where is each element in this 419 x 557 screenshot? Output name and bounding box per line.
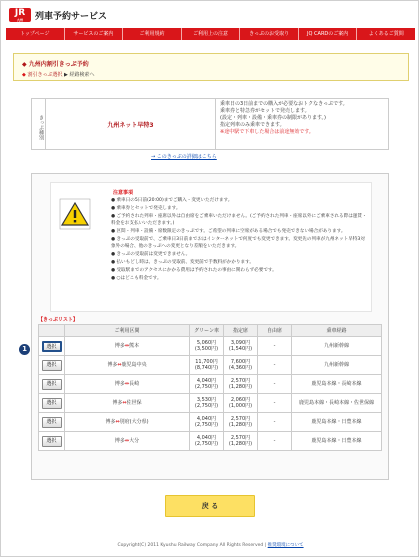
notice-item: ● 乗車日の5日前(20:00)までご購入・変更いただけます。: [111, 198, 233, 203]
ticket-info: [31, 98, 389, 150]
select-button[interactable]: 選択: [42, 436, 62, 447]
select-button[interactable]: 選択: [42, 398, 62, 409]
table-row: 選択 博多⇔佐世保 3,530円 (2,750円) 2,060円 (1,000円) - 鹿児島本線・長崎本線・佐世保線: [39, 394, 382, 413]
breadcrumb: ◆ 割引きっぷ選択 ▶ 経路検索へ: [22, 72, 95, 78]
table-row: 選択 博多⇔熊本 5,060円 (3,500円) 3,090円 (1,540円) - 九州新幹線: [39, 337, 382, 356]
notice-item: ● 乗車券とセットで発売します。: [111, 206, 181, 211]
ticket-kind-label: きっぷ種別: [32, 99, 46, 149]
nav-pickup[interactable]: きっぷのお受取り: [240, 28, 299, 40]
breadcrumb-current: 経路検索へ: [69, 72, 95, 78]
table-header-row: [39, 325, 382, 337]
notice-item: ● 区間・列車・設備・席数限定のきっぷです。ご希望の列車に空席がある場合でも発売できない場合があります。: [111, 229, 346, 234]
ticket-list-label: 【きっぷリスト】: [38, 317, 78, 323]
ticket-detail-link[interactable]: → このきっぷの詳細はこちら: [151, 154, 217, 160]
nav-notes[interactable]: ご利用上の注意: [182, 28, 241, 40]
table-row: 選択 博多⇔別府(大分県) 4,040円 (2,750円) 2,570円 (1,280円) - 鹿児島本線・日豊本線: [39, 413, 382, 432]
select-button[interactable]: 選択: [42, 379, 62, 390]
notice-item: ● ご予約された列車・座席以外は自由席をご乗車いただけません。(ご予約された列車・座席以外にご乗車される際は運賃・料金をお支払いいただきます。): [111, 214, 367, 226]
jr-kyushu-logo[interactable]: JR 九州: [9, 8, 31, 22]
ticket-list-panel: [31, 173, 389, 480]
footer-env-link[interactable]: 推奨環境について: [267, 543, 304, 548]
ticket-description: 乗車日の3日前までの購入が必要なおトクなきっぷです。 乗車券と特急券がセットで発売します。 (設定・列車・設備・乗車券の制限があります。) 指定列車のみ乗車できます。 ※途中駅で下車した場合は前途無効です。: [216, 99, 388, 149]
ticket-name: 九州ネット早特3: [46, 99, 216, 149]
col-reserved: 指定席: [224, 325, 258, 337]
nav-terms[interactable]: ご利用規約: [123, 28, 182, 40]
page-title-box: [13, 53, 409, 81]
ticket-table: [38, 324, 382, 451]
notice-box: [50, 182, 372, 312]
table-row: 選択 博多⇔鹿児島中央 11,700円 (8,740円) 7,600円 (4,360円) - 九州新幹線: [39, 356, 382, 375]
select-button[interactable]: 選択: [42, 417, 62, 428]
col-green: グリーン車: [190, 325, 224, 337]
notice-list: [111, 197, 367, 283]
warning-icon: [59, 198, 91, 230]
site-title: 列車予約サービス: [35, 11, 108, 22]
notice-item: ● 受取駅までのアクセスにかかる費用は予約されたの事由に関わらず必要です。: [111, 268, 277, 273]
col-route: ご利用区間: [65, 325, 190, 337]
table-row: 選択 博多⇔長崎 4,040円 (2,750円) 2,570円 (1,280円) - 鹿児島本線・長崎本線: [39, 375, 382, 394]
notice-item: ● きっぷの受取前で、ご乗車日3日前までおはインターネットで何度でも変更できます。変更先の列車が九州ネット早特3対象外の場合、他のきっぷへの変更となり差額をいただきます。: [111, 237, 365, 249]
select-button[interactable]: 選択: [42, 360, 62, 371]
page-title: ◆ 九州内割引きっぷ予約: [22, 61, 89, 68]
footer: Copyright(C) 2011 Kyushu Railway Company All Rights Reserved | 推奨環境について: [117, 543, 304, 548]
breadcrumb-link[interactable]: 割引きっぷ選択: [27, 72, 63, 78]
step-badge: 1: [19, 344, 30, 355]
notice-heading: 注意事項: [113, 190, 134, 196]
nav-service[interactable]: サービスのご案内: [65, 28, 124, 40]
notice-item: ● 払いもどし時は、きっぷの受取前、変更前で手数料がかかります。: [111, 260, 254, 265]
header: [9, 7, 107, 23]
nav-jqcard[interactable]: JQ CARDのご案内: [299, 28, 358, 40]
ticket-warning: ※途中駅で下車した場合は前途無効です。: [220, 129, 314, 135]
select-button[interactable]: 選択: [42, 341, 62, 352]
back-button[interactable]: 戻 る: [165, 495, 255, 517]
nav-top[interactable]: トップページ: [6, 28, 65, 40]
table-row: 選択 博多⇔大分 4,040円 (2,750円) 2,570円 (1,280円) - 鹿児島本線・日豊本線: [39, 432, 382, 451]
nav-faq[interactable]: よくあるご質問: [368, 31, 404, 37]
col-line: 乗車経路: [292, 325, 382, 337]
global-nav: [6, 28, 415, 40]
col-free: 自由席: [258, 325, 292, 337]
notice-item: ● ○はどこも料金です。: [111, 276, 162, 281]
copyright: Copyright(C) 2011 Kyushu Railway Company All Rights Reserved: [117, 543, 264, 548]
notice-item: ● きっぷの受取前は変更できません。: [111, 252, 191, 257]
